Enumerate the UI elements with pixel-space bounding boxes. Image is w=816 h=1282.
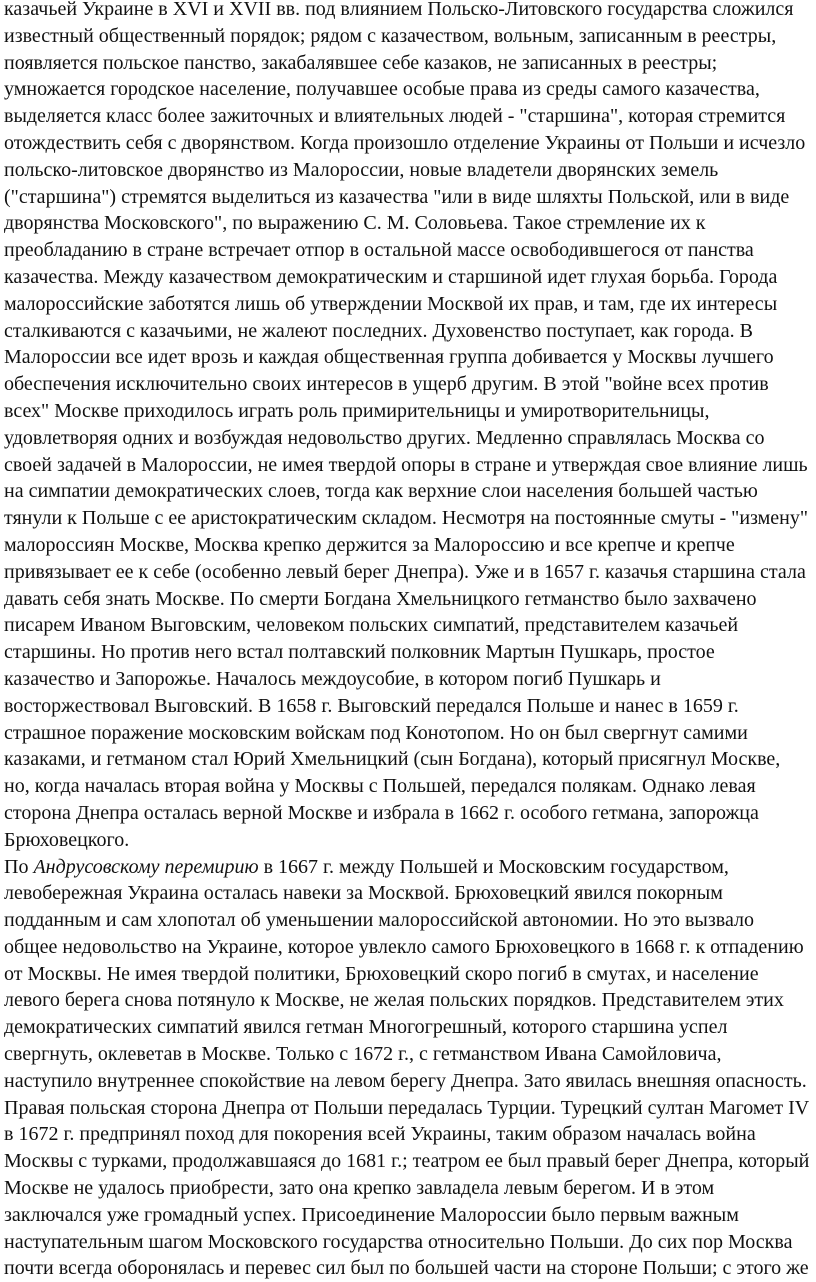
body-paragraph-2	[4, 854, 810, 1282]
paragraph-2-rest: в 1667 г. между Польшей и Московским государством, левобережная Украина осталась навеки за Москвой. Брюховецкий явился покорным подданным и сам хлопотал об уменьшении малороссийской автономии. Но это вызвало общее недовольство на Украине, которое увлекло самого Брюховецкого в 1668 г. к отпадению от Москвы. Не имея твердой политики, Брюховецкий скоро погиб в смутах, и население левого берега снова потянуло к Москве, не желая польских порядков. Представителем этих демократических симпатий явился гетман Многогрешный, которого старшина успел свергнуть, оклеветав в Москве. Только с 1672 г., с гетманством Ивана Самойловича, наступило внутреннее спокойствие на левом берегу Днепра. Зато явилась внешняя опасность. Правая польская сторона Днепра от Польши передалась Турции. Турецкий султан Магомет IV в 1672 г. предпринял поход для покорения всей Украины, таким образом началась война Москвы с турками, продолжавшаяся до 1681 г.; театром ее был правый берег Днепра, который Москве не удалось приобрести, зато она крепко завладела левым берегом. И в этом заключался уже громадный успех. Присоединение Малороссии было первым важным наступательным шагом Московского государства относительно Польши. До сих пор Москва почти всегда оборонялась и перевес сил был по большей части на стороне Польши; с этого же	[4, 856, 809, 1280]
andrusovo-truce-italic: Андрусовскому перемирию	[33, 856, 258, 878]
paragraph-2-lead: По	[4, 856, 33, 878]
body-paragraph-1: казачьей Украине в XVI и XVII вв. под влиянием Польско-Литовского государства сложился известный общественный порядок; рядом с казачеством, вольным, записанным в реестры, появляется польское панство, закабалявшее себе казаков, не записанных в реестры; умножается городское население, получавшее особые права из среды самого казачества, выделяется класс более зажиточных и влиятельных людей - "старшина", которая стремится отождествить себя с дворянством. Когда произошло отделение Украины от Польши и исчезло польско-литовское дворянство из Малороссии, новые владетели дворянских земель ("старшина") стремятся выделиться из казачества "или в виде шляхты Польской, или в виде дворянства Московского", по выражению С. М. Соловьева. Такое стремление их к преобладанию в стране встречает отпор в остальной массе освободившегося от панства казачества. Между казачеством демократическим и старшиной идет глухая борьба. Города малороссийские заботятся лишь об утверждении Москвой их прав, и там, где их интересы сталкиваются с казачьими, не жалеют последних. Духовенство поступает, как города. В Малороссии все идет врозь и каждая общественная группа добивается у Москвы лучшего обеспечения исключительно своих интересов в ущерб другим. В этой "войне всех против всех" Москве приходилось играть роль примирительницы и умиротворительницы, удовлетворяя одних и возбуждая недовольство других. Медленно справлялась Москва со своей задачей в Малороссии, не имея твердой опоры в стране и утверждая свое влияние лишь на симпатии демократических слоев, тогда как верхние слои населения большей частью тянули к Польше с ее аристократическим складом. Несмотря на постоянные смуты - "измену" малороссиян Москве, Москва крепко держится за Малороссию и все крепче и крепче привязывает ее к себе (особенно левый берег Днепра). Уже и в 1657 г. казачья старшина стала давать себя знать Москве. По смерти Богдана Хмельницкого гетманство было захвачено писарем Иваном Выговским, человеком польских симпатий, представителем казачьей старшины. Но против него встал полтавский полковник Мартын Пушкарь, простое казачество и Запорожье. Началось междоусобие, в котором погиб Пушкарь и восторжествовал Выговский. В 1658 г. Выговский передался Польше и нанес в 1659 г. страшное поражение московским войскам под Конотопом. Но он был свергнут самими казаками, и гетманом стал Юрий Хмельницкий (сын Богдана), который присягнул Москве, но, когда началась вторая война у Москвы с Польшей, передался полякам. Однако левая сторона Днепра осталась верной Москве и избрала в 1662 г. особого гетмана, запорожца Брюховецкого.	[4, 0, 810, 854]
